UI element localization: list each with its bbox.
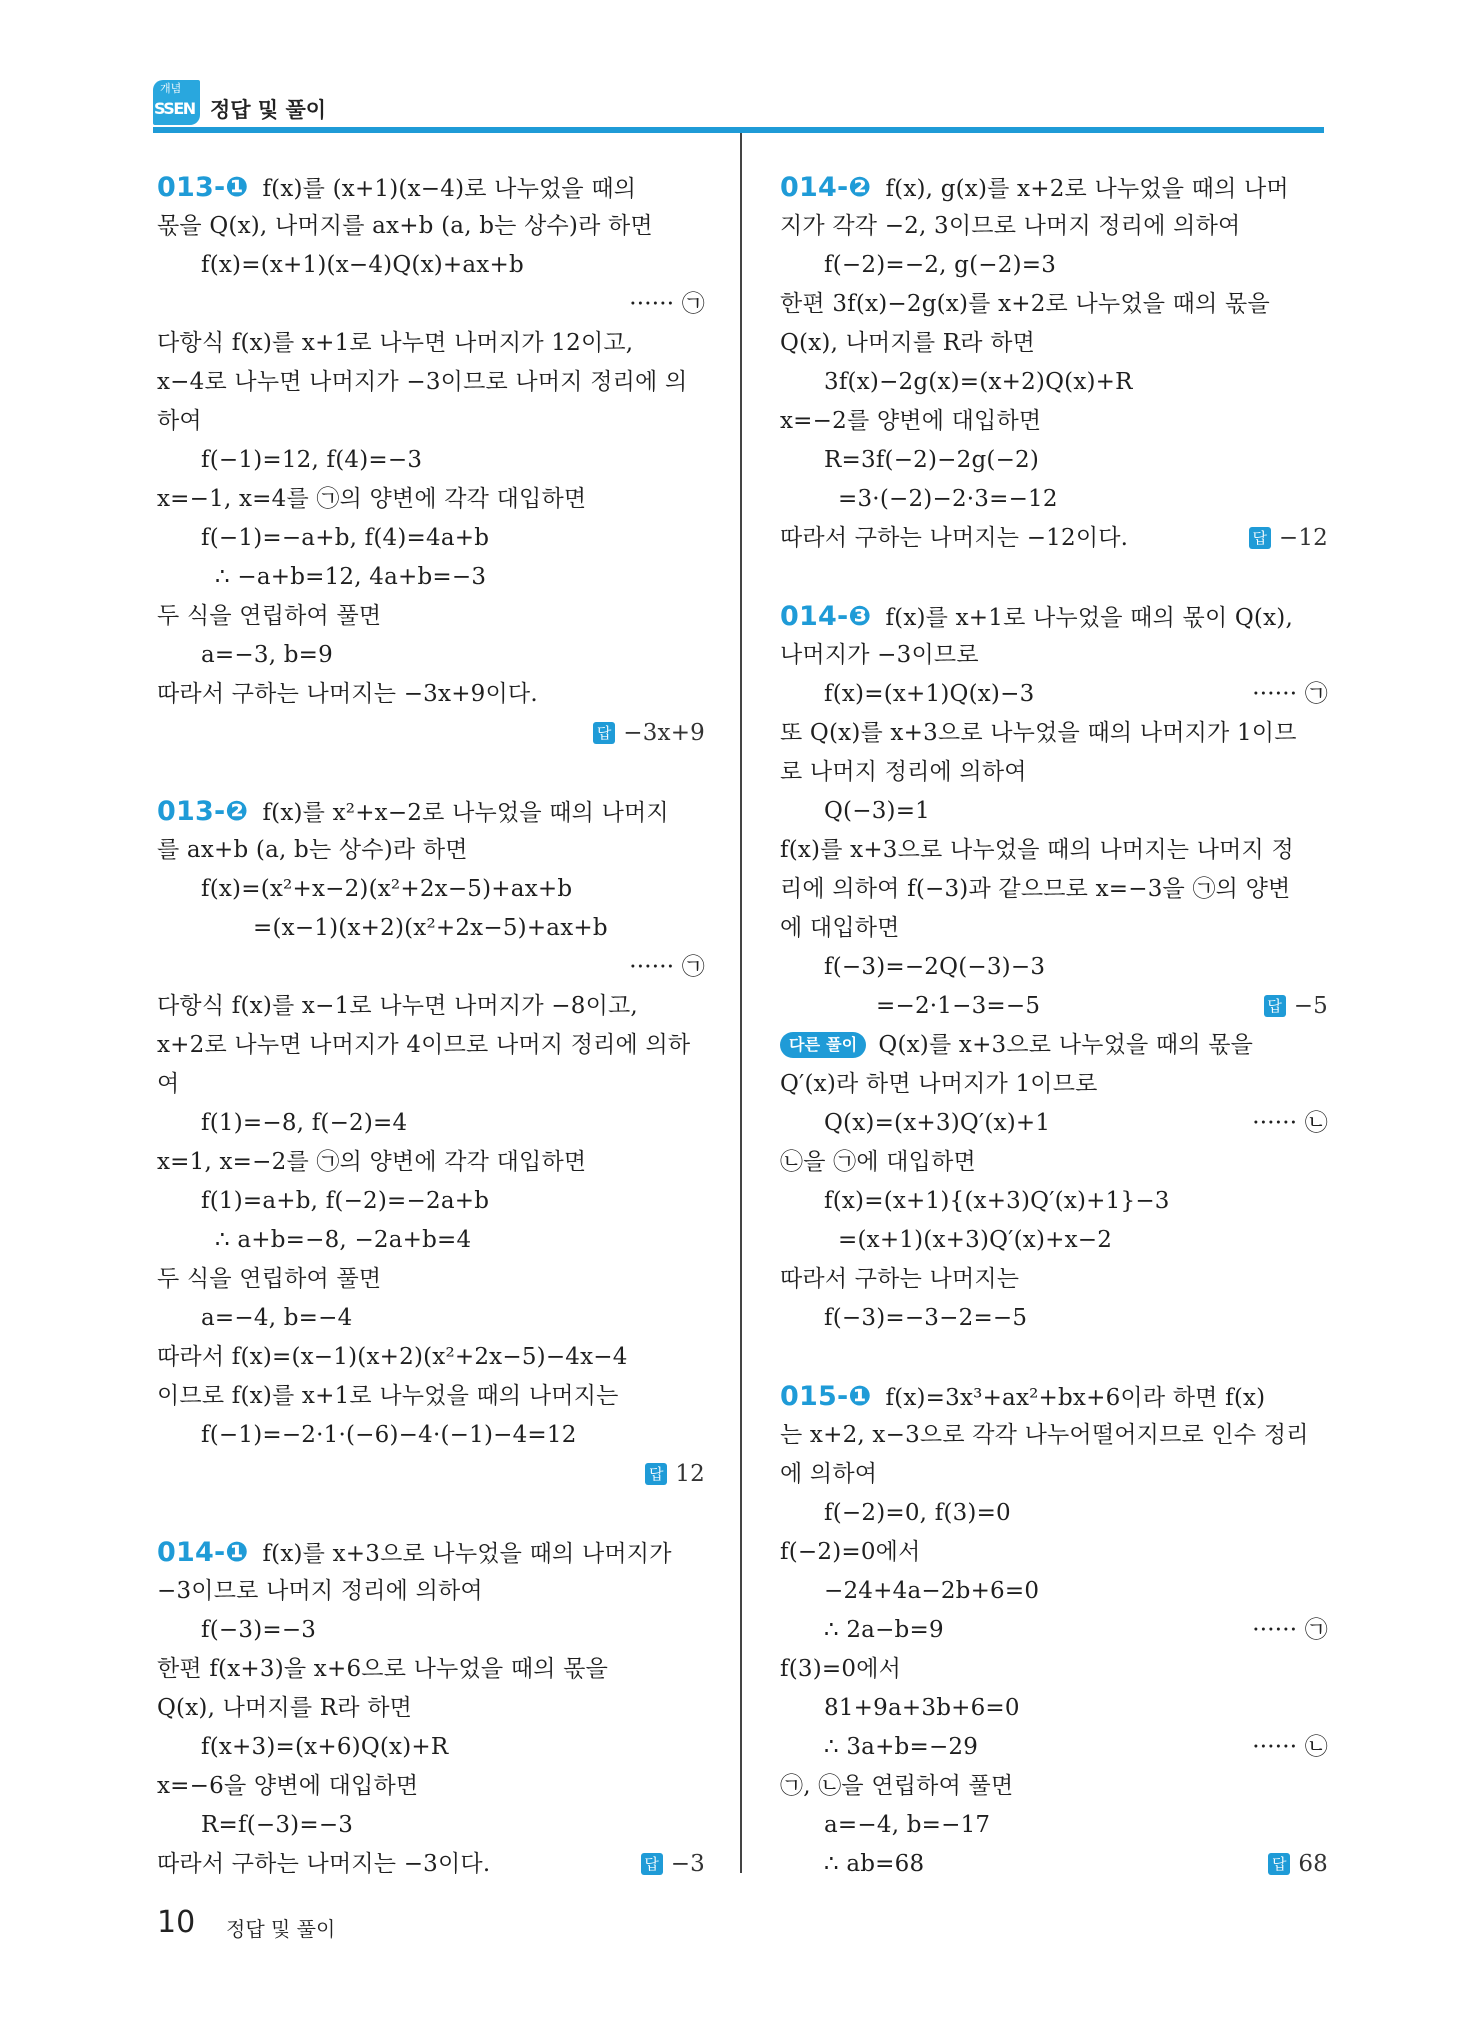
line-text: ∴ 2a−b=9 xyxy=(824,1617,944,1643)
line-text: 따라서 구하는 나머지는 −3이다. xyxy=(157,1851,491,1877)
line-text: f(−3)=−2Q(−3)−3 xyxy=(824,954,1046,980)
solution-line xyxy=(157,909,705,948)
solution-line xyxy=(780,1182,1328,1221)
solution-line xyxy=(157,1572,705,1611)
answer xyxy=(641,1845,705,1884)
solution-line xyxy=(780,1533,1328,1572)
solution-line xyxy=(157,285,705,324)
solution-line xyxy=(780,870,1328,909)
solution-line xyxy=(780,519,1328,558)
line-text: a=−4, b=−4 xyxy=(201,1305,353,1331)
solution-line xyxy=(157,1416,705,1455)
ssen-logo xyxy=(153,80,200,125)
solution-line xyxy=(157,1104,705,1143)
solution-line xyxy=(780,753,1328,792)
line-text: f(x)를 x+1로 나누었을 때의 몫이 Q(x), xyxy=(885,605,1293,631)
line-text: 로 나머지 정리에 의하여 xyxy=(780,759,1027,785)
line-text: 리에 의하여 f(−3)과 같으므로 x=−3을 ㉠의 양변 xyxy=(780,876,1291,902)
solution-line xyxy=(780,285,1328,324)
line-text: f(1)=a+b, f(−2)=−2a+b xyxy=(201,1188,490,1214)
line-text: f(x)=(x²+x−2)(x²+2x−5)+ax+b xyxy=(201,876,573,902)
solution-line xyxy=(157,324,705,363)
solution-line xyxy=(780,1299,1328,1338)
solution-block xyxy=(157,792,705,1494)
solution-line xyxy=(780,402,1328,441)
line-text: R=3f(−2)−2g(−2) xyxy=(824,447,1040,473)
line-text: =3·(−2)−2·3=−12 xyxy=(838,486,1058,512)
line-text: 3f(x)−2g(x)=(x+2)Q(x)+R xyxy=(824,369,1133,395)
page-header xyxy=(0,0,1479,140)
solution-line xyxy=(157,1260,705,1299)
line-text: f(−1)=12, f(4)=−3 xyxy=(201,447,423,473)
answer-badge: 답 xyxy=(593,722,615,744)
line-text: 를 ax+b (a, b는 상수)라 하면 xyxy=(157,837,468,863)
answer xyxy=(1249,519,1328,558)
line-text: 한편 f(x+3)을 x+6으로 나누었을 때의 몫을 xyxy=(157,1656,609,1682)
solution-line xyxy=(157,870,705,909)
line-text: 하여 xyxy=(157,408,202,434)
line-text: f(−3)=−3 xyxy=(201,1617,317,1643)
line-text: f(−1)=−a+b, f(4)=4a+b xyxy=(201,525,490,551)
alternate-solution-badge: 다른 풀이 xyxy=(780,1032,866,1058)
line-text: Q(x)를 x+3으로 나누었을 때의 몫을 xyxy=(878,1032,1254,1058)
solution-line xyxy=(157,1026,705,1065)
solution-line xyxy=(157,207,705,246)
line-text: x−4로 나누면 나머지가 −3이므로 나머지 정리에 의 xyxy=(157,369,688,395)
line-text: =(x−1)(x+2)(x²+2x−5)+ax+b xyxy=(253,915,608,941)
line-text: 따라서 구하는 나머지는 −3x+9이다. xyxy=(157,681,538,707)
line-text: −3이므로 나머지 정리에 의하여 xyxy=(157,1578,483,1604)
line-text: −24+4a−2b+6=0 xyxy=(824,1578,1040,1604)
solution-line xyxy=(157,402,705,441)
solution-line xyxy=(157,1650,705,1689)
solution-line xyxy=(780,1728,1328,1767)
solution-line xyxy=(157,1767,705,1806)
answer-badge: 답 xyxy=(645,1463,667,1485)
solution-line xyxy=(157,558,705,597)
answer-value: −3x+9 xyxy=(623,720,705,746)
line-text: a=−3, b=9 xyxy=(201,642,333,668)
solution-line xyxy=(780,948,1328,987)
solution-line xyxy=(157,1611,705,1650)
solution-line xyxy=(157,1338,705,1377)
answer-value: −12 xyxy=(1278,525,1328,551)
solution-line xyxy=(157,1221,705,1260)
left-column xyxy=(157,168,705,1923)
line-text: 지가 각각 −2, 3이므로 나머지 정리에 의하여 xyxy=(780,213,1241,239)
solution-block xyxy=(157,168,705,753)
solution-line xyxy=(157,1377,705,1416)
problem-number: 014-❸ xyxy=(780,601,872,632)
line-text: f(−2)=−2, g(−2)=3 xyxy=(824,252,1057,278)
equation-marker: ······ ㉠ xyxy=(629,954,705,980)
solution-line xyxy=(780,480,1328,519)
solution-line xyxy=(157,948,705,987)
answer-badge: 답 xyxy=(1268,1853,1290,1875)
line-text: f(x)=(x+1){(x+3)Q′(x)+1}−3 xyxy=(824,1188,1170,1214)
line-text: x=−1, x=4를 ㉠의 양변에 각각 대입하면 xyxy=(157,486,587,512)
solution-line xyxy=(157,1728,705,1767)
solution-line xyxy=(157,168,705,207)
solution-line xyxy=(157,675,705,714)
solution-line xyxy=(780,1806,1328,1845)
answer-badge: 답 xyxy=(641,1853,663,1875)
page-number: 10 xyxy=(157,1905,196,1940)
logo-bottom-text: SSEN xyxy=(154,99,195,118)
line-text: f(x), g(x)를 x+2로 나누었을 때의 나머 xyxy=(885,176,1289,202)
solution-line xyxy=(780,1104,1328,1143)
solution-line xyxy=(780,1689,1328,1728)
line-text: Q(x)=(x+3)Q′(x)+1 xyxy=(824,1110,1051,1136)
line-text: f(x)=(x+1)(x−4)Q(x)+ax+b xyxy=(201,252,524,278)
solution-line xyxy=(780,1221,1328,1260)
answer-value: 12 xyxy=(675,1461,705,1487)
line-text: x=−6을 양변에 대입하면 xyxy=(157,1773,419,1799)
line-text: ∴ a+b=−8, −2a+b=4 xyxy=(215,1227,472,1253)
answer-value: −3 xyxy=(670,1851,705,1877)
line-text: f(x)를 x+3으로 나누었을 때의 나머지가 xyxy=(262,1541,672,1567)
line-text: 에 의하여 xyxy=(780,1461,878,1487)
line-text: 다항식 f(x)를 x+1로 나누면 나머지가 12이고, xyxy=(157,330,634,356)
solution-line xyxy=(157,480,705,519)
line-text: Q′(x)라 하면 나머지가 1이므로 xyxy=(780,1071,1098,1097)
solution-line xyxy=(780,441,1328,480)
solution-line xyxy=(780,1494,1328,1533)
solution-line xyxy=(157,1299,705,1338)
line-text: Q(x), 나머지를 R라 하면 xyxy=(780,330,1036,356)
line-text: 에 대입하면 xyxy=(780,915,900,941)
solution-line xyxy=(780,168,1328,207)
line-text: f(−2)=0에서 xyxy=(780,1539,921,1565)
problem-number: 013-❷ xyxy=(157,796,249,827)
header-title: 정답 및 풀이 xyxy=(210,98,327,122)
solution-line xyxy=(780,363,1328,402)
solution-line xyxy=(157,714,705,753)
solution-line xyxy=(157,1806,705,1845)
solution-line xyxy=(780,987,1328,1026)
solution-line xyxy=(157,1689,705,1728)
solution-line xyxy=(157,1455,705,1494)
solution-line xyxy=(157,363,705,402)
equation-marker: ······ ㉡ xyxy=(1252,1110,1328,1136)
line-text: f(−2)=0, f(3)=0 xyxy=(824,1500,1011,1526)
line-text: ㉡을 ㉠에 대입하면 xyxy=(780,1149,976,1175)
line-text: 여 xyxy=(157,1071,180,1097)
solution-line xyxy=(780,831,1328,870)
header-rule xyxy=(153,127,1324,133)
answer xyxy=(1264,987,1328,1026)
line-text: 이므로 f(x)를 x+1로 나누었을 때의 나머지는 xyxy=(157,1383,619,1409)
line-text: f(x)를 x+3으로 나누었을 때의 나머지는 나머지 정 xyxy=(780,837,1294,863)
line-text: f(3)=0에서 xyxy=(780,1656,902,1682)
line-text: 따라서 구하는 나머지는 −12이다. xyxy=(780,525,1129,551)
equation-marker: ······ ㉠ xyxy=(1252,681,1328,707)
problem-number: 014-❷ xyxy=(780,172,872,203)
answer-value: −5 xyxy=(1293,993,1328,1019)
solution-line xyxy=(780,1377,1328,1416)
solution-line xyxy=(157,597,705,636)
solution-line xyxy=(780,207,1328,246)
answer-badge: 답 xyxy=(1249,527,1271,549)
solution-line xyxy=(780,1260,1328,1299)
equation-marker: ······ ㉠ xyxy=(629,291,705,317)
solution-block xyxy=(780,1377,1328,1884)
solution-line xyxy=(780,636,1328,675)
line-text: ∴ −a+b=12, 4a+b=−3 xyxy=(215,564,487,590)
answer-value: 68 xyxy=(1298,1851,1328,1877)
line-text: x+2로 나누면 나머지가 4이므로 나머지 정리에 의하 xyxy=(157,1032,691,1058)
line-text: 한편 3f(x)−2g(x)를 x+2로 나누었을 때의 몫을 xyxy=(780,291,1270,317)
footer-title: 정답 및 풀이 xyxy=(226,1917,336,1941)
equation-marker: ······ ㉡ xyxy=(1252,1734,1328,1760)
answer xyxy=(645,1455,705,1494)
line-text: 는 x+2, x−3으로 각각 나누어떨어지므로 인수 정리 xyxy=(780,1422,1309,1448)
solution-line xyxy=(157,792,705,831)
solution-line xyxy=(780,714,1328,753)
solution-line xyxy=(780,324,1328,363)
solution-line xyxy=(780,1143,1328,1182)
solution-line xyxy=(157,519,705,558)
solution-line xyxy=(780,1767,1328,1806)
solution-line xyxy=(780,1455,1328,1494)
line-text: f(−1)=−2·1·(−6)−4·(−1)−4=12 xyxy=(201,1422,577,1448)
line-text: =−2·1−3=−5 xyxy=(876,993,1041,1019)
line-text: f(1)=−8, f(−2)=4 xyxy=(201,1110,408,1136)
solution-block xyxy=(157,1533,705,1884)
line-text: x=1, x=−2를 ㉠의 양변에 각각 대입하면 xyxy=(157,1149,587,1175)
solution-line xyxy=(157,1065,705,1104)
solution-line xyxy=(780,1026,1328,1065)
problem-number: 014-❶ xyxy=(157,1537,249,1568)
line-text: ∴ ab=68 xyxy=(824,1851,925,1877)
line-text: f(x)=3x³+ax²+bx+6이라 하면 f(x) xyxy=(885,1385,1266,1411)
solution-line xyxy=(780,1845,1328,1884)
solution-line xyxy=(780,675,1328,714)
line-text: 다항식 f(x)를 x−1로 나누면 나머지가 −8이고, xyxy=(157,993,638,1019)
solution-line xyxy=(157,636,705,675)
solution-line xyxy=(157,1533,705,1572)
line-text: f(x+3)=(x+6)Q(x)+R xyxy=(201,1734,449,1760)
line-text: ㉠, ㉡을 연립하여 풀면 xyxy=(780,1773,1014,1799)
line-text: 두 식을 연립하여 풀면 xyxy=(157,1266,382,1292)
line-text: f(x)=(x+1)Q(x)−3 xyxy=(824,681,1035,707)
line-text: ∴ 3a+b=−29 xyxy=(824,1734,979,1760)
solution-line xyxy=(157,441,705,480)
line-text: f(x)를 x²+x−2로 나누었을 때의 나머지 xyxy=(262,800,669,826)
solution-line xyxy=(157,987,705,1026)
line-text: 따라서 f(x)=(x−1)(x+2)(x²+2x−5)−4x−4 xyxy=(157,1344,628,1370)
column-divider xyxy=(740,133,742,1873)
problem-number: 015-❶ xyxy=(780,1381,872,1412)
solution-line xyxy=(157,1845,705,1884)
solution-line xyxy=(157,831,705,870)
solution-line xyxy=(157,246,705,285)
line-text: 몫을 Q(x), 나머지를 ax+b (a, b는 상수)라 하면 xyxy=(157,213,653,239)
line-text: x=−2를 양변에 대입하면 xyxy=(780,408,1042,434)
line-text: a=−4, b=−17 xyxy=(824,1812,991,1838)
line-text: 또 Q(x)를 x+3으로 나누었을 때의 나머지가 1이므 xyxy=(780,720,1297,746)
line-text: =(x+1)(x+3)Q′(x)+x−2 xyxy=(838,1227,1113,1253)
line-text: 따라서 구하는 나머지는 xyxy=(780,1266,1020,1292)
line-text: f(x)를 (x+1)(x−4)로 나누었을 때의 xyxy=(262,176,637,202)
answer xyxy=(593,714,705,753)
solution-line xyxy=(780,1611,1328,1650)
solution-line xyxy=(780,909,1328,948)
solution-line xyxy=(780,597,1328,636)
equation-marker: ······ ㉠ xyxy=(1252,1617,1328,1643)
problem-number: 013-❶ xyxy=(157,172,249,203)
answer xyxy=(1268,1845,1328,1884)
solution-block xyxy=(780,597,1328,1338)
line-text: R=f(−3)=−3 xyxy=(201,1812,354,1838)
solution-line xyxy=(780,792,1328,831)
solution-line xyxy=(780,246,1328,285)
line-text: Q(x), 나머지를 R라 하면 xyxy=(157,1695,413,1721)
solution-block xyxy=(780,168,1328,558)
answer-badge: 답 xyxy=(1264,995,1286,1017)
solution-line xyxy=(780,1416,1328,1455)
right-column xyxy=(780,168,1328,1923)
solution-line xyxy=(780,1650,1328,1689)
line-text: 나머지가 −3이므로 xyxy=(780,642,979,668)
line-text: 두 식을 연립하여 풀면 xyxy=(157,603,382,629)
line-text: Q(−3)=1 xyxy=(824,798,931,824)
solution-line xyxy=(780,1065,1328,1104)
solution-line xyxy=(780,1572,1328,1611)
logo-top-text: 개념 xyxy=(160,82,182,95)
solution-line xyxy=(157,1182,705,1221)
solution-line xyxy=(157,1143,705,1182)
line-text: 81+9a+3b+6=0 xyxy=(824,1695,1020,1721)
line-text: f(−3)=−3−2=−5 xyxy=(824,1305,1028,1331)
